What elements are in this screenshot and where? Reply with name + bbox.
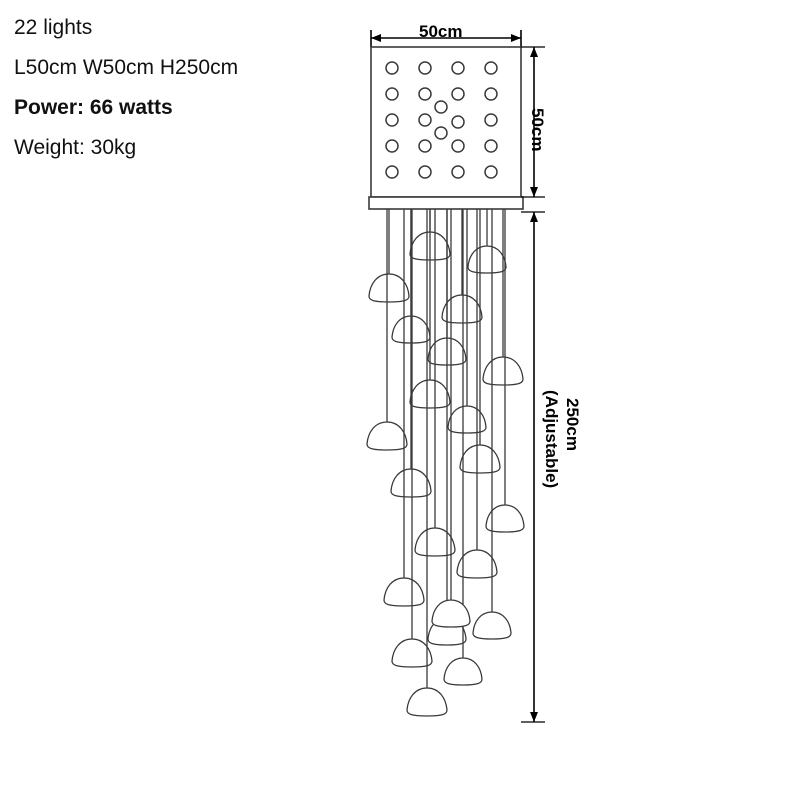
- drop-adjustable-note: (Adjustable): [542, 390, 561, 489]
- width-dimension-label: 50cm: [419, 22, 463, 41]
- drop-dimension-label: 250cm: [563, 398, 582, 451]
- spec-line-weight: Weight: 30kg: [14, 136, 137, 159]
- canopy-height-dimension-label: 50cm: [528, 108, 547, 152]
- spec-line-power: Power: 66 watts: [14, 96, 173, 119]
- spec-line-dimensions: L50cm W50cm H250cm: [14, 56, 239, 79]
- spec-line-lights: 22 lights: [14, 16, 93, 39]
- pendant-group: [367, 209, 524, 716]
- canopy-body: [369, 47, 523, 209]
